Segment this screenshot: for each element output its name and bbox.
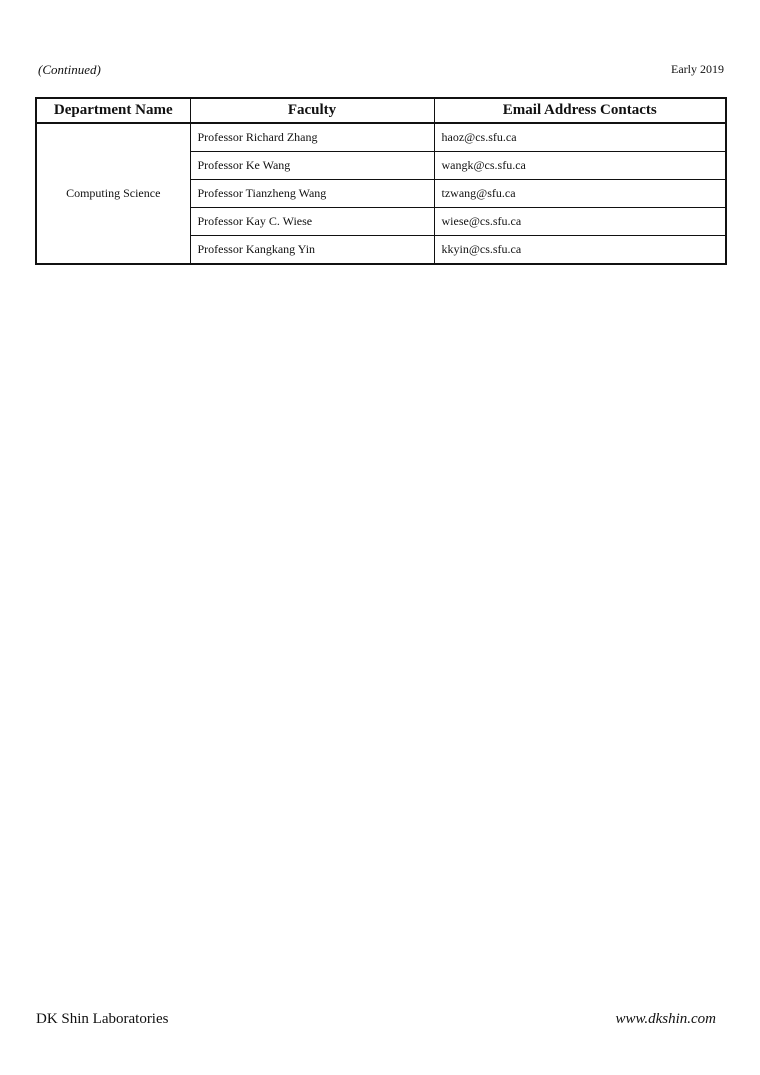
column-header-faculty: Faculty [190,98,434,123]
faculty-cell: Professor Kay C. Wiese [190,208,434,236]
email-cell: haoz@cs.sfu.ca [434,123,726,152]
table-row [36,123,726,152]
date-label: Early 2019 [671,62,724,76]
email-cell: wiese@cs.sfu.ca [434,208,726,236]
column-header-email: Email Address Contacts [434,98,726,123]
email-cell: kkyin@cs.sfu.ca [434,236,726,265]
column-header-department: Department Name [36,98,190,123]
faculty-cell: Professor Ke Wang [190,152,434,180]
continued-label: (Continued) [38,62,101,77]
email-cell: wangk@cs.sfu.ca [434,152,726,180]
department-cell: Computing Science [36,123,190,264]
faculty-cell: Professor Richard Zhang [190,123,434,152]
table-header-row [36,98,726,123]
faculty-contacts-table [35,97,727,265]
faculty-cell: Professor Kangkang Yin [190,236,434,265]
footer-website: www.dkshin.com [615,1011,716,1027]
email-cell: tzwang@sfu.ca [434,180,726,208]
footer-company-name: DK Shin Laboratories [36,1011,169,1027]
faculty-cell: Professor Tianzheng Wang [190,180,434,208]
